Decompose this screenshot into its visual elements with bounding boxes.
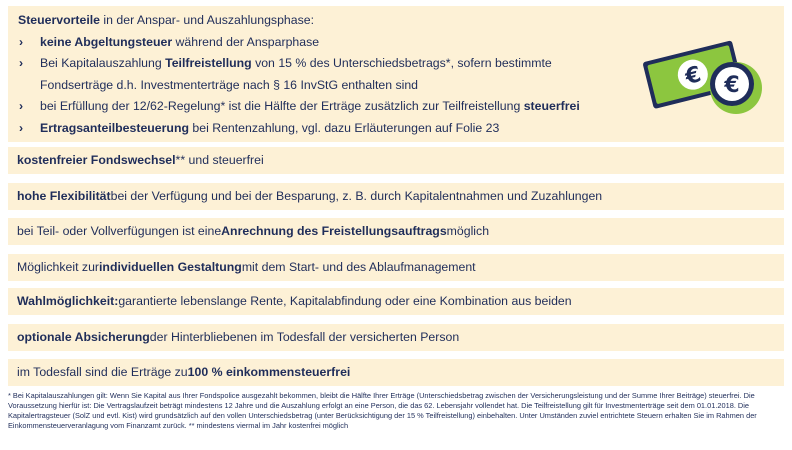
row-survivor-protection: optionale Absicherung der Hinterbliebenen im Todesfall der versicherten Person <box>8 324 784 351</box>
tax-advantages-heading: Steuervorteile in der Anspar- und Auszahlungsphase: <box>18 13 314 27</box>
row-individual-design: Möglichkeit zur individuellen Gestaltung mit dem Start- und des Ablaufmanagement <box>8 254 784 281</box>
row-choice: Wahlmöglichkeit: garantierte lebenslange Rente, Kapitalabfindung oder eine Kombination aus beiden <box>8 288 784 315</box>
chevron-right-icon: › <box>19 99 24 113</box>
chevron-right-icon: › <box>19 34 24 49</box>
row-flexibility: hohe Flexibilität bei der Verfügung und bei der Besparung, z. B. durch Kapitalentnahmen und Zuzahlungen <box>8 183 784 210</box>
bullet-12-62-rule: › bei Erfüllung der 12/62-Regelung* ist die Hälfte der Erträge zusätzlich zur Teilfreistellung steuerfrei <box>18 96 784 118</box>
chevron-right-icon: › <box>19 120 24 135</box>
bullet-partial-exemption: › Bei Kapitalauszahlung Teilfreistellung von 15 % des Unterschiedsbetrags*, sofern bestimmte <box>18 53 784 75</box>
euro-money-icon <box>640 26 766 118</box>
footnote: * Bei Kapitalauszahlungen gilt: Wenn Sie Kapital aus Ihrer Fondspolice ausgezahlt bekommen, bleibt die Hälfte Ihrer Erträge (Unterschiedsbetrag zwischen der Versicherungsleistung und der Summe Ihrer Beiträge) steuerfrei. Die Voraussetzung hierfür ist: Die Vertragslaufzeit beträgt mindestens 12 Jahre und die Auszahlung erfolgt an eine Person, die das 62. Lebensjahr vollendet hat. Die Teilfreistellung gilt für Investmenterträge seit dem 01.01.2018. Die Kapitalertragsteuer (SolZ und evtl. Kist) wird grundsätzlich auf den vollen Unterschiedsbetrag (unter Berücksichtigung der 15 % Teilfreistellung) einbehalten. Unter Umständen zuviel entrichtete Steuern erhalten Sie im Rahmen der Einkommensteuerveranlagung vom Finanzamt zurück. ** mindestens viermal im Jahr kostenfrei möglich <box>8 391 757 430</box>
bullet-partial-exemption-continued: Fondserträge d.h. Investmenterträge nach § 16 InvStG enthalten sind <box>40 77 419 92</box>
coin-euro-symbol: € <box>724 73 740 98</box>
bullet-income-share-taxation: › Ertragsanteilbesteuerung bei Rentenzahlung, vgl. dazu Erläuterungen auf Folie 23 <box>18 118 784 140</box>
row-death-benefit-tax-free: im Todesfall sind die Erträge zu 100 % einkommensteuerfrei <box>8 359 784 386</box>
tax-advantages-box <box>8 6 784 142</box>
row-exemption-order: bei Teil- oder Vollverfügungen ist eine Anrechnung des Freistellungsauftrags möglich <box>8 218 784 245</box>
row-fund-switch: kostenfreier Fondswechsel ** und steuerfrei <box>8 147 784 174</box>
banknote-euro-symbol: € <box>682 62 704 91</box>
chevron-right-icon: › <box>19 56 24 70</box>
bullet-no-withholding-tax: › keine Abgeltungsteuer während der Ansparphase <box>18 32 784 54</box>
